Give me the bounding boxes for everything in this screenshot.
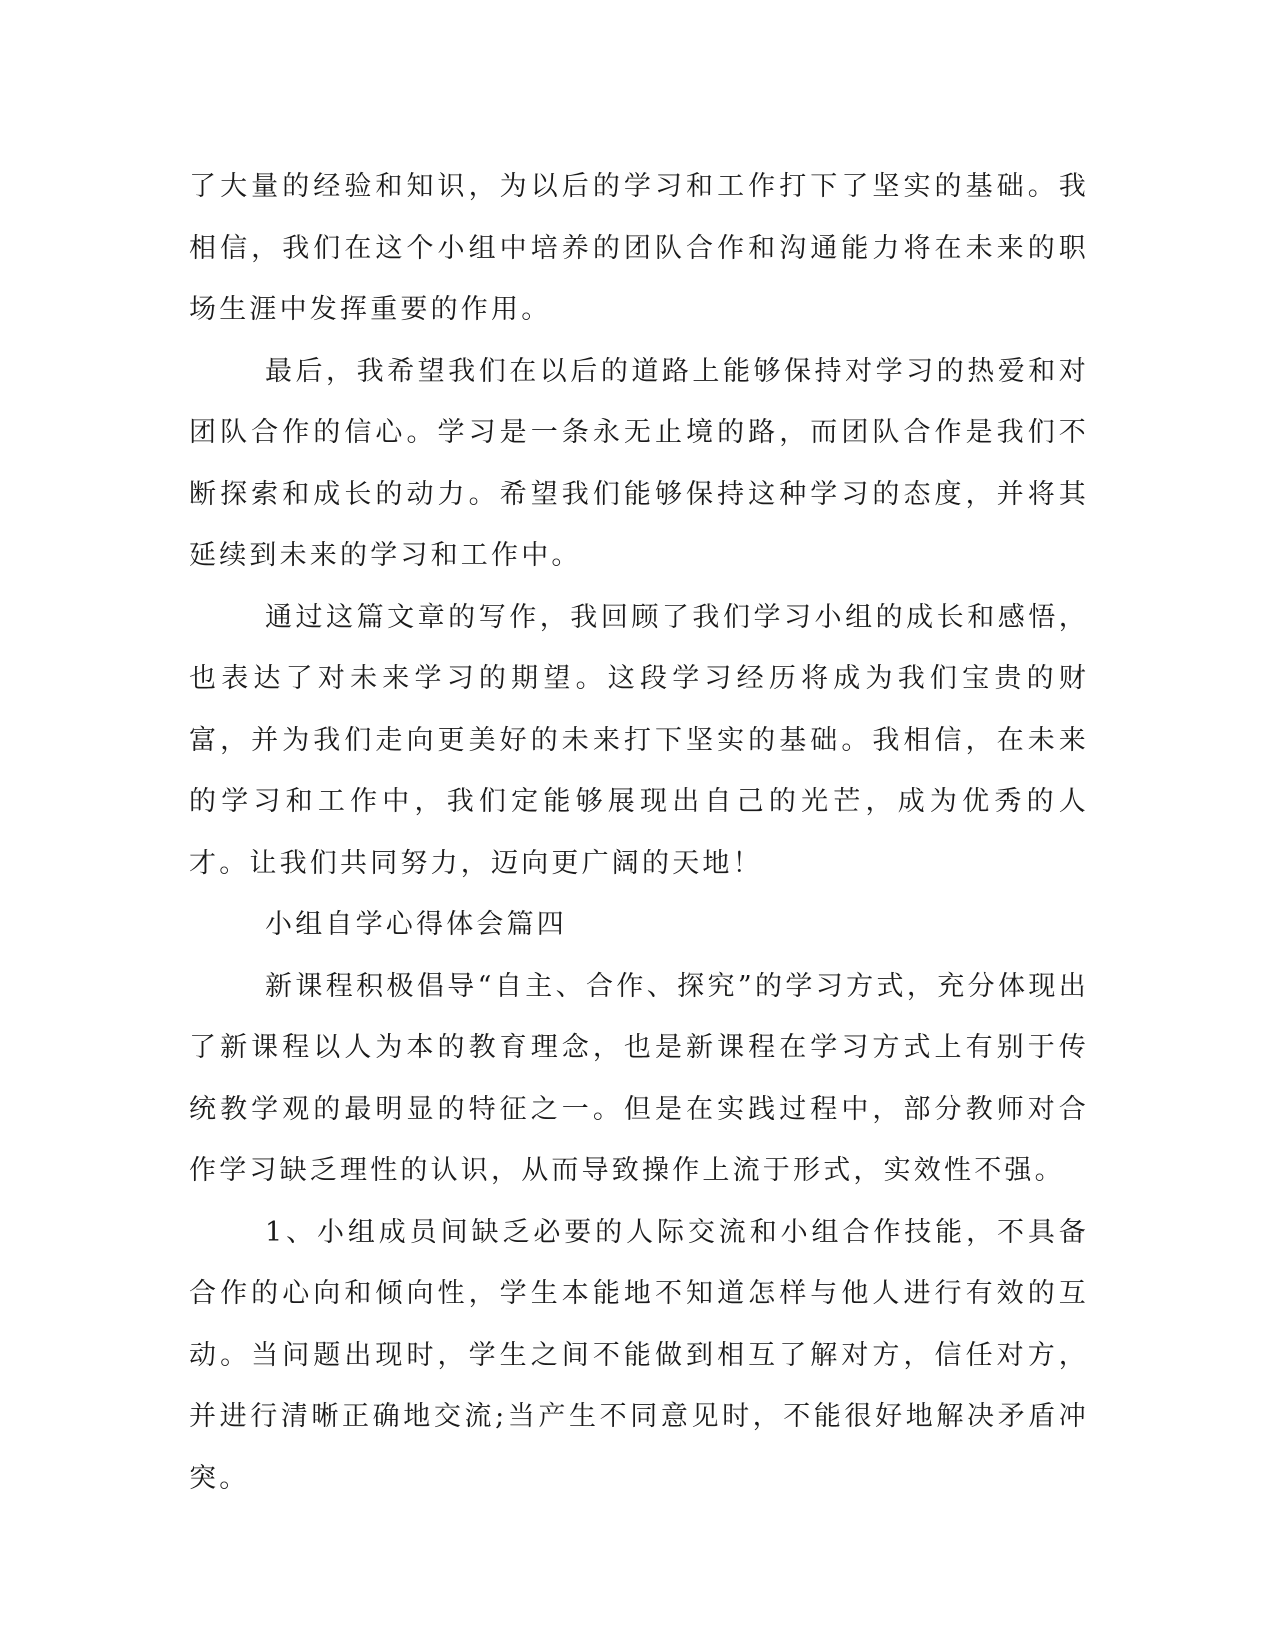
paragraph-reflection-summary: 通过这篇文章的写作，我回顾了我们学习小组的成长和感悟，也表达了对未来学习的期望。这段学习经历将成为我们宝贵的财富，并为我们走向更美好的未来打下坚实的基础。我相信，在未来的学习和工作中，我们定能够展现出自己的光芒，成为优秀的人才。让我们共同努力，迈向更广阔的天地！ [189, 601, 1089, 879]
document-body [189, 156, 1089, 1509]
paragraph-new-curriculum: 新课程积极倡导“自主、合作、探究”的学习方式，充分体现出了新课程以人为本的教育理念，也是新课程在学习方式上有别于传统教学观的最明显的特征之一。但是在实践过程中，部分教师对合作学习缺乏理性的认识，从而导致操作上流于形式，实效性不强。 [189, 970, 1089, 1186]
section-heading: 小组自学心得体会篇四 [265, 909, 567, 940]
paragraph-intro-continuation: 了大量的经验和知识，为以后的学习和工作打下了坚实的基础。我相信，我们在这个小组中培养的团队合作和沟通能力将在未来的职场生涯中发挥重要的作用。 [189, 171, 1089, 325]
paragraph-point-one: 1、小组成员间缺乏必要的人际交流和小组合作技能，不具备合作的心向和倾向性，学生本能地不知道怎样与他人进行有效的互动。当问题出现时，学生之间不能做到相互了解对方，信任对方，并进行清晰正确地交流;当产生不同意见时，不能很好地解决矛盾冲突。 [189, 1216, 1089, 1494]
paragraph-closing-hope: 最后，我希望我们在以后的道路上能够保持对学习的热爱和对团队合作的信心。学习是一条永无止境的路，而团队合作是我们不断探索和成长的动力。希望我们能够保持这种学习的态度，并将其延续到未来的学习和工作中。 [189, 355, 1089, 571]
